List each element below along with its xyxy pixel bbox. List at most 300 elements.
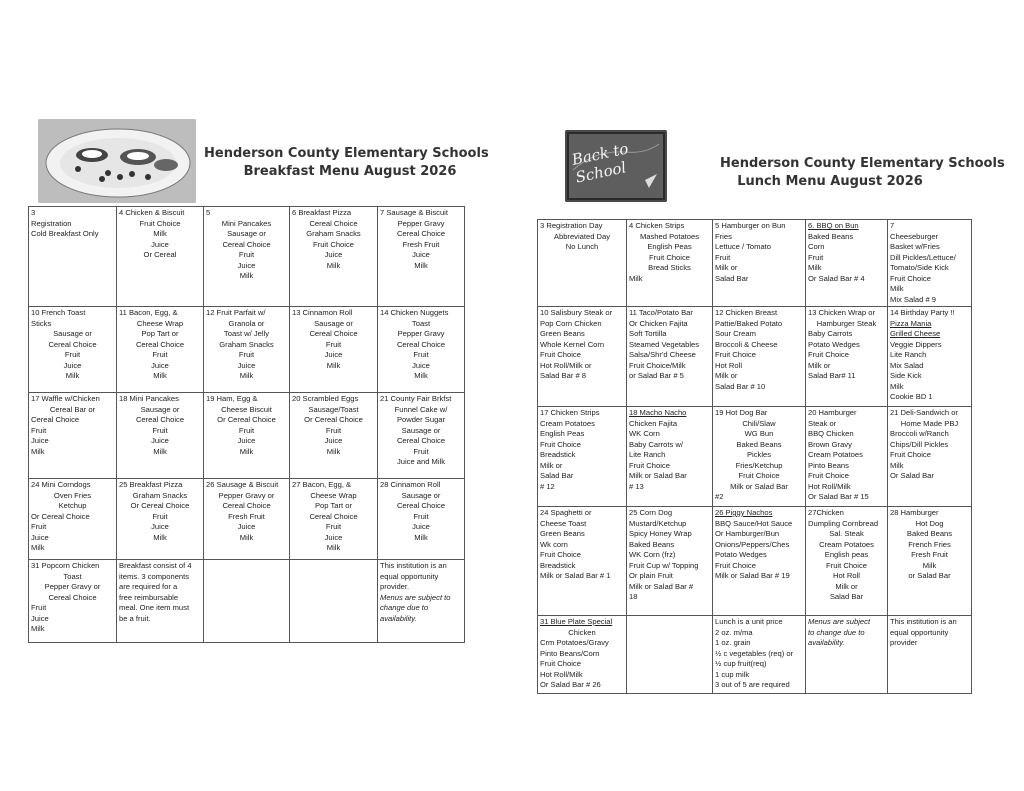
breakfast-menu-item: Milk (153, 371, 167, 380)
lunch-menu-item: 14 Birthday Party !! (890, 308, 955, 317)
lunch-day-cell (806, 407, 888, 507)
lunch-menu-item: 26 Piggy Nachos (715, 508, 773, 517)
breakfast-menu-table (28, 206, 465, 643)
breakfast-menu-item: Or Cereal Choice (130, 501, 190, 510)
lunch-menu-item: WK Corn (frz) (629, 550, 676, 559)
lunch-day-cell (627, 220, 713, 307)
lunch-menu-item: Tomato/Side Kick (890, 263, 949, 272)
lunch-menu-item: Fruit Choice (649, 252, 690, 262)
lunch-menu-item: Milk or Salad Bar # (629, 581, 694, 591)
lunch-menu-item: Bread Sticks (648, 263, 691, 272)
breakfast-menu-item: Fruit (325, 425, 342, 435)
lunch-menu-item: Milk (890, 284, 904, 293)
lunch-menu-item: Fruit Choice (540, 439, 581, 449)
lunch-menu-item: Basket w/Fries (890, 242, 940, 251)
breakfast-menu-item: Juice (412, 522, 430, 531)
breakfast-menu-item: Juice and Milk (396, 457, 446, 466)
lunch-menu-item: 12 Chicken Breast (715, 308, 778, 317)
breakfast-menu-item: Sausage or (53, 329, 92, 338)
breakfast-day-cell (204, 207, 290, 307)
breakfast-menu-item: availability. (380, 613, 417, 623)
breakfast-menu-item: Graham Snacks (132, 490, 188, 500)
lunch-menu-item: Potato Wedges (808, 339, 860, 349)
breakfast-menu-item: 3 (31, 208, 36, 217)
lunch-menu-item: 18 Macho Nacho (629, 408, 687, 417)
lunch-menu-item: 6. BBQ on Bun (808, 221, 859, 230)
breakfast-menu-item: meal. One item must (119, 603, 190, 612)
lunch-menu-item: Fruit (808, 252, 824, 262)
lunch-menu-item: Hot Roll (832, 571, 860, 580)
breakfast-menu-item: Fruit Choice (139, 218, 181, 228)
breakfast-menu-item: This institution is an (380, 561, 447, 570)
breakfast-menu-item: Sausage or (401, 490, 441, 500)
lunch-menu-item: Fruit Choice (540, 550, 581, 559)
lunch-menu-item: Home Made PBJ (900, 418, 959, 428)
breakfast-menu-item: Cold Breakfast Only (31, 229, 99, 238)
lunch-week-row (538, 407, 972, 507)
lunch-menu-item: Milk or (715, 371, 738, 380)
breakfast-menu-item: Fruit (325, 339, 342, 349)
lunch-menu-item: Milk (890, 381, 904, 391)
breakfast-menu-item: 10 French Toast (31, 308, 86, 317)
breakfast-menu-item: 5 (206, 208, 211, 217)
lunch-menu-item: Or Salad Bar # 4 (808, 273, 865, 283)
breakfast-day-cell (204, 393, 290, 479)
lunch-menu-item: Broccoli & Cheese (715, 339, 778, 349)
lunch-menu-item: 5 Hamburger on Bun (715, 221, 786, 230)
breakfast-day-cell (117, 560, 204, 643)
lunch-day-cell (806, 616, 888, 694)
lunch-menu-item: Fruit Choice/Milk (629, 360, 686, 370)
breakfast-menu-item: 13 Cinnamon Roll (292, 308, 353, 317)
breakfast-menu-item: items. 3 components (119, 571, 190, 581)
lunch-menu-item: 4 Chicken Strips (629, 221, 685, 230)
lunch-menu-item: Dumpling Cornbread (808, 518, 879, 528)
breakfast-menu-item: Milk (31, 446, 45, 456)
lunch-menu-item: Fruit Cup w/ Topping (629, 560, 699, 570)
lunch-menu-item: English peas (824, 550, 869, 559)
lunch-menu-item: Side Kick (890, 371, 922, 380)
lunch-menu-item: Fruit Choice (890, 273, 931, 283)
breakfast-menu-item: Cereal Choice (31, 415, 80, 424)
breakfast-menu-item: Funnel Cake w/ (394, 404, 448, 414)
breakfast-menu-item: Cereal Choice (222, 501, 271, 510)
breakfast-menu-item: Fruit (413, 511, 429, 521)
lunch-menu-item: 20 Hamburger (808, 408, 857, 417)
lunch-day-cell (538, 307, 627, 407)
lunch-menu-item: # 12 (540, 481, 555, 491)
lunch-menu-item: Or Salad Bar # 26 (540, 680, 601, 689)
breakfast-day-cell (204, 560, 290, 643)
breakfast-menu-item: 17 Waffle w/Chicken (31, 394, 100, 403)
breakfast-menu-item: Cereal Choice (396, 501, 446, 510)
breakfast-day-cell (290, 560, 378, 643)
breakfast-menu-item: 21 County Fair Brkfst (380, 394, 452, 403)
lunch-menu-item: Fruit Choice (540, 350, 581, 359)
lunch-menu-item: Or Hamburger/Bun (715, 529, 780, 538)
lunch-day-cell (713, 507, 806, 616)
breakfast-menu-item: Or Cereal Choice (31, 511, 90, 521)
lunch-menu-item: Milk (629, 273, 643, 283)
lunch-menu-item: Wk corn (540, 539, 568, 549)
lunch-day-cell (538, 220, 627, 307)
lunch-day-cell (627, 507, 713, 616)
lunch-menu-item: Menus are subject (808, 617, 871, 626)
lunch-menu-item: Chili/Slaw (742, 418, 776, 428)
lunch-menu-item: Fruit (715, 252, 731, 262)
lunch-menu-item: Salsa/Shr'd Cheese (629, 350, 696, 359)
lunch-menu-item: 21 Deli-Sandwich or (890, 408, 958, 417)
breakfast-menu-item: Menus are subject to (380, 592, 451, 602)
lunch-menu-item: Fries (715, 231, 732, 241)
breakfast-menu-item: Fruit (413, 350, 429, 359)
lunch-menu-item: Corn (808, 242, 825, 251)
breakfast-menu-item: Oven Fries (53, 490, 92, 500)
lunch-menu-item: Milk (808, 263, 822, 272)
breakfast-menu-item: Pepper Gravy (397, 329, 445, 338)
lunch-menu-item: Cream Potatoes (540, 418, 595, 428)
lunch-menu-item: Hot Roll/Milk (808, 481, 851, 491)
lunch-day-cell (538, 507, 627, 616)
lunch-menu-item: Pop Corn Chicken (540, 318, 602, 328)
lunch-menu-item: 1 cup milk (715, 669, 750, 679)
breakfast-menu-item: Sausage or (227, 229, 266, 238)
lunch-menu-item: Milk (890, 460, 904, 470)
breakfast-menu-item: Cereal Choice (135, 339, 185, 349)
lunch-menu-item: ½ c vegetables (req) or (715, 648, 794, 658)
lunch-menu-item: Green Beans (540, 329, 585, 338)
breakfast-menu-item: Juice (324, 532, 343, 542)
lunch-menu-item: Chicken (568, 627, 596, 637)
breakfast-menu-item: Juice (237, 260, 256, 270)
breakfast-title (204, 145, 489, 181)
lunch-menu-item: #2 (715, 492, 724, 501)
breakfast-menu-item: Or Cereal (143, 250, 177, 259)
breakfast-week-row (29, 560, 465, 643)
breakfast-title-line1: Henderson County Elementary Schools (204, 146, 489, 161)
breakfast-menu-item: Toast (63, 571, 82, 581)
breakfast-menu-item: Pepper Gravy or (218, 490, 275, 500)
breakfast-menu-item: 6 Breakfast Pizza (292, 208, 352, 217)
lunch-menu-item: 17 Chicken Strips (540, 408, 600, 417)
breakfast-menu-item: 18 Mini Pancakes (119, 394, 179, 403)
lunch-menu-item: Fries/Ketchup (735, 460, 783, 470)
breakfast-menu-item: Cereal Choice (309, 511, 358, 521)
breakfast-menu-item: Milk (153, 229, 167, 238)
breakfast-menu-item: Ketchup (58, 501, 87, 510)
lunch-menu-item: Baked Beans (736, 439, 782, 449)
lunch-menu-item: This institution is an (890, 617, 957, 626)
lunch-menu-item: Broccoli w/Ranch (890, 429, 949, 438)
breakfast-menu-item: Fresh Fruit (402, 239, 440, 249)
lunch-menu-item: Pinto Beans/Corn (540, 648, 600, 658)
breakfast-menu-item: 31 Popcorn Chicken (31, 561, 100, 570)
breakfast-menu-item: Fruit (238, 425, 255, 435)
breakfast-menu-item: Mini Pancakes (221, 218, 272, 228)
lunch-menu-item: Milk or (715, 263, 738, 272)
lunch-menu-item: Hot Roll/Milk or (540, 360, 592, 370)
breakfast-menu-item: Graham Snacks (219, 339, 274, 349)
breakfast-menu-item: Or Cereal Choice (304, 415, 363, 424)
lunch-menu-item: Or Chicken Fajita (629, 318, 688, 328)
lunch-week-row (538, 507, 972, 616)
breakfast-menu-item: Juice (412, 250, 430, 259)
breakfast-menu-item: Pop Tart or (314, 501, 352, 510)
lunch-menu-item: Grilled Cheese (890, 329, 941, 338)
lunch-menu-item: Salad Bar# 11 (808, 371, 856, 380)
lunch-menu-item: 13 Chicken Wrap or (808, 308, 875, 317)
lunch-menu-item: Milk or (835, 581, 858, 591)
breakfast-menu-item: Fruit (413, 446, 429, 456)
breakfast-menu-item: 14 Chicken Nuggets (380, 308, 449, 317)
lunch-menu-item: or Salad Bar (908, 571, 951, 580)
breakfast-menu-item: Fruit (152, 425, 168, 435)
breakfast-week-row (29, 479, 465, 560)
lunch-menu-item: Cheeseburger (890, 231, 939, 241)
breakfast-menu-item: Fruit (31, 522, 47, 531)
lunch-menu-item: Fruit Choice (715, 560, 756, 570)
breakfast-plate-image (38, 119, 196, 203)
lunch-menu-item: Soft Tortilla (629, 329, 667, 338)
lunch-menu-item: 27Chicken (808, 508, 844, 517)
lunch-menu-item: Fruit Choice (540, 659, 581, 668)
breakfast-menu-item: Juice (31, 436, 49, 445)
breakfast-menu-item: Cheese Wrap (136, 318, 184, 328)
lunch-menu-item: 18 (629, 592, 638, 601)
lunch-menu-item: Steamed Vegetables (629, 339, 700, 349)
breakfast-week-row (29, 393, 465, 479)
breakfast-menu-item: Cheese Wrap (310, 490, 357, 500)
breakfast-day-cell (290, 307, 378, 393)
breakfast-menu-item: Milk (153, 446, 167, 456)
breakfast-day-cell (378, 479, 465, 560)
breakfast-menu-item: Toast w/ Jelly (223, 329, 270, 338)
breakfast-menu-item: Juice (237, 436, 256, 445)
breakfast-menu-item: Juice (237, 360, 256, 370)
breakfast-menu-item: Milk (326, 260, 341, 270)
lunch-menu-item: Milk or Salad Bar # 19 (715, 571, 790, 580)
back-to-school-text: Back to School (570, 139, 630, 187)
breakfast-menu-item: Milk (239, 371, 254, 380)
breakfast-menu-item: be a fruit. (119, 613, 151, 623)
breakfast-day-cell (378, 560, 465, 643)
lunch-menu-item: 25 Corn Dog (629, 508, 673, 517)
lunch-day-cell (888, 507, 972, 616)
breakfast-menu-item: Or Cereal Choice (217, 415, 276, 424)
breakfast-menu-item: Juice (31, 613, 49, 623)
breakfast-menu-item: Milk (414, 260, 428, 270)
lunch-menu-item: Milk (922, 560, 937, 570)
breakfast-menu-item: Pop Tart or (141, 329, 179, 338)
lunch-menu-item: Salad Bar # 10 (715, 381, 766, 391)
breakfast-menu-item: Cereal Choice (48, 339, 97, 349)
breakfast-menu-item: Juice (63, 360, 82, 370)
breakfast-menu-item: Fruit (152, 511, 168, 521)
breakfast-day-cell (378, 393, 465, 479)
breakfast-menu-item: Cereal Choice (48, 592, 97, 602)
lunch-day-cell (806, 507, 888, 616)
lunch-menu-item: Pinto Beans (808, 460, 849, 470)
breakfast-menu-item: Milk (326, 446, 341, 456)
lunch-menu-item: Lite Ranch (890, 350, 927, 359)
lunch-menu-item: Breadstick (540, 560, 576, 570)
breakfast-menu-item: Graham Snacks (306, 229, 361, 238)
breakfast-menu-item: Granola or (228, 318, 265, 328)
breakfast-title-line2: Breakfast Menu August 2026 (243, 164, 457, 179)
breakfast-menu-item: Juice (324, 350, 343, 359)
lunch-day-cell (888, 307, 972, 407)
lunch-menu-item: Fruit Choice (738, 471, 780, 480)
lunch-menu-item: Baked Beans (629, 539, 675, 549)
lunch-title-line1: Henderson County Elementary Schools (720, 156, 1005, 171)
lunch-menu-item: 3 Registration Day (540, 221, 603, 230)
breakfast-menu-item: Cheese Biscuit (221, 404, 272, 414)
lunch-menu-item: No Lunch (565, 242, 599, 251)
lunch-menu-item: Hot Roll/Milk (540, 669, 583, 679)
breakfast-menu-item: Registration (31, 218, 72, 228)
lunch-menu-item: Steak or (808, 418, 837, 428)
lunch-menu-item: Fruit Choice (629, 460, 670, 470)
breakfast-day-cell (378, 307, 465, 393)
breakfast-menu-item: Sausage/Toast (308, 404, 359, 414)
lunch-menu-item: to change due to (808, 627, 865, 637)
lunch-menu-item: BBQ Sauce/Hot Sauce (715, 518, 793, 528)
breakfast-menu-item: Fruit (31, 603, 47, 612)
lunch-menu-item: Crm Potatoes/Gravy (540, 638, 609, 647)
lunch-menu-item: French Fries (908, 539, 951, 549)
lunch-menu-item: Salad Bar (540, 471, 574, 480)
breakfast-menu-item: Cereal Choice (135, 415, 185, 424)
breakfast-menu-item: Fresh Fruit (228, 511, 265, 521)
lunch-menu-item: Milk or Salad Bar (629, 471, 687, 480)
lunch-menu-item: Mashed Potatoes (639, 231, 700, 241)
lunch-day-cell (888, 220, 972, 307)
breakfast-day-cell (29, 479, 117, 560)
lunch-menu-item: Mustard/Ketchup (629, 518, 687, 528)
lunch-menu-item: Sour Cream (715, 329, 756, 338)
lunch-menu-item: 31 Blue Plate Special (540, 617, 613, 626)
breakfast-menu-item: Milk (239, 532, 254, 542)
breakfast-menu-item: Fruit (152, 350, 168, 359)
breakfast-menu-item: Milk (153, 532, 167, 542)
breakfast-menu-item: Sticks (31, 318, 52, 328)
lunch-day-cell (713, 307, 806, 407)
breakfast-day-cell (117, 479, 204, 560)
lunch-menu-item: Cream Potatoes (808, 450, 863, 459)
breakfast-menu-item: Fruit (238, 250, 255, 259)
lunch-menu-item: English Peas (540, 429, 585, 438)
lunch-week-row (538, 220, 972, 307)
lunch-day-cell (713, 616, 806, 694)
lunch-menu-item: 11 Taco/Potato Bar (629, 308, 693, 317)
lunch-menu-item: or Salad Bar # 5 (629, 371, 684, 380)
lunch-menu-item: Chips/Dill Pickles (890, 439, 949, 449)
breakfast-menu-item: Fruit (238, 350, 255, 359)
lunch-day-cell (713, 220, 806, 307)
breakfast-menu-item: free reimbursable (119, 592, 179, 602)
lunch-menu-item: 2 oz. m/ma (715, 627, 753, 637)
breakfast-menu-item: 12 Fruit Parfait w/ (206, 308, 266, 317)
breakfast-menu-item: Pepper Gravy or (44, 582, 101, 591)
lunch-menu-item: Lettuce / Tomato (715, 242, 772, 251)
lunch-menu-item: Baked Beans (906, 529, 953, 538)
breakfast-day-cell (117, 393, 204, 479)
lunch-menu-item: provider (890, 638, 918, 647)
lunch-menu-table (537, 219, 972, 694)
lunch-day-cell (538, 407, 627, 507)
lunch-menu-item: Cream Potatoes (819, 539, 874, 549)
lunch-day-cell (627, 307, 713, 407)
lunch-day-cell (888, 407, 972, 507)
breakfast-menu-item: 7 Sausage & Biscuit (380, 208, 448, 217)
breakfast-menu-item: are required for a (119, 582, 178, 591)
lunch-day-cell (538, 616, 627, 694)
lunch-menu-item: Baby Carrots w/ (629, 439, 684, 449)
lunch-day-cell (627, 407, 713, 507)
lunch-menu-item: Milk or Salad Bar (730, 481, 788, 491)
breakfast-day-cell (29, 393, 117, 479)
breakfast-menu-item: Sausage or (140, 404, 180, 414)
breakfast-menu-item: Cereal Choice (396, 339, 446, 349)
breakfast-menu-item: Fruit (31, 425, 47, 435)
lunch-week-row (538, 616, 972, 694)
lunch-day-cell (806, 220, 888, 307)
lunch-menu-item: Veggie Dippers (890, 339, 942, 349)
breakfast-menu-item: Milk (414, 371, 428, 380)
breakfast-menu-item: Sausage or (314, 318, 353, 328)
breakfast-menu-item: Juice (151, 522, 169, 531)
lunch-menu-item: Hot Roll (715, 360, 743, 370)
breakfast-menu-item: 25 Breakfast Pizza (119, 480, 183, 489)
lunch-menu-item: Green Beans (540, 529, 585, 538)
breakfast-day-cell (290, 393, 378, 479)
lunch-menu-item: Milk or Salad Bar # 1 (540, 571, 611, 580)
breakfast-menu-item: 24 Mini Corndogs (31, 480, 91, 489)
lunch-title-line2: Lunch Menu August 2026 (737, 174, 923, 189)
breakfast-menu-item: Cereal Choice (396, 229, 446, 238)
breakfast-menu-item: Milk (239, 446, 254, 456)
lunch-menu-item: Milk or (808, 360, 831, 370)
lunch-menu-item: Hamburger Steak (816, 318, 877, 328)
lunch-menu-item: Salad Bar (829, 592, 864, 601)
breakfast-menu-item: Milk (31, 624, 45, 633)
breakfast-menu-item: Fruit Choice (313, 239, 354, 249)
breakfast-week-row (29, 307, 465, 393)
lunch-day-cell (888, 616, 972, 694)
lunch-menu-item: Onions/Peppers/Ches (715, 539, 790, 549)
breakfast-menu-item: Milk (31, 543, 45, 552)
breakfast-menu-item: Cereal Choice (309, 218, 358, 228)
breakfast-day-cell (29, 560, 117, 643)
lunch-menu-item: 10 Salisbury Steak or (540, 308, 613, 317)
breakfast-menu-item: Powder Sugar (396, 415, 446, 424)
lunch-title (720, 155, 1005, 191)
breakfast-menu-item: Cereal Bar or (49, 404, 96, 414)
breakfast-day-cell (204, 479, 290, 560)
lunch-menu-item: Spicy Honey Wrap (629, 529, 692, 538)
breakfast-day-cell (378, 207, 465, 307)
lunch-menu-item: Baked Beans (808, 231, 854, 241)
lunch-menu-item: 19 Hot Dog Bar (715, 408, 768, 417)
breakfast-menu-item: Juice (31, 532, 49, 542)
breakfast-week-row (29, 207, 465, 307)
breakfast-day-cell (290, 207, 378, 307)
lunch-menu-item: Fruit Choice (890, 450, 931, 459)
lunch-menu-item: English Peas (647, 242, 692, 251)
breakfast-menu-item: 28 Cinnamon Roll (380, 480, 441, 489)
lunch-menu-item: Dill Pickles/Lettuce/ (890, 252, 956, 262)
breakfast-menu-item: Milk (414, 532, 428, 542)
